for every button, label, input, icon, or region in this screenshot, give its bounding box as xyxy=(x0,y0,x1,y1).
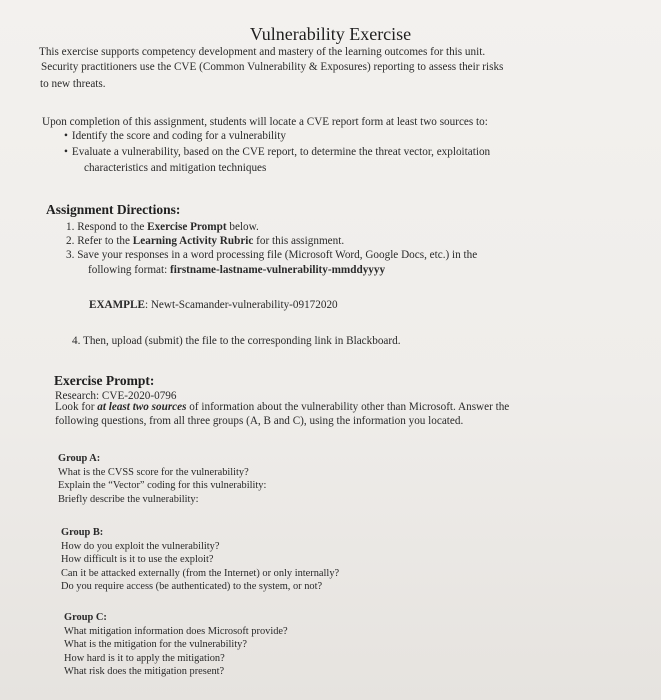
group-c-question-3: How hard is it to apply the mitigation? xyxy=(64,652,225,664)
direction-item-1 xyxy=(66,220,259,235)
prompt-line-1-post: of information about the vulnerability other than Microsoft. Answer the xyxy=(186,401,510,413)
directions-heading xyxy=(46,202,180,218)
direction-item-3-format xyxy=(88,263,385,278)
direction-item-4: 4. Then, upload (submit) the file to the corresponding link in Blackboard. xyxy=(72,335,401,347)
outcomes-lead: Upon completion of this assignment, students will locate a CVE report form at least two sources to: xyxy=(42,116,488,128)
prompt-line-2: following questions, from all three groups (A, B and C), using the information you located. xyxy=(55,415,464,427)
direction-item-2-post: for this assignment. xyxy=(253,235,345,247)
example-label: EXAMPLE xyxy=(89,299,145,311)
outcome-bullet-2: • Evaluate a vulnerability, based on the CVE report, to determine the threat vector, exploitation xyxy=(64,145,490,160)
group-c-question-4: What risk does the mitigation present? xyxy=(64,666,225,677)
prompt-line-1-emphasis: at least two sources xyxy=(97,401,187,413)
direction-item-3-format-pre: following format: xyxy=(88,264,171,276)
direction-item-2-bold: Learning Activity Rubric xyxy=(132,235,254,247)
group-c xyxy=(64,611,288,679)
group-b-question-4: Do you require access (be authenticated) to the system, or not? xyxy=(61,581,323,592)
group-a-question-1: What is the CVSS score for the vulnerability? xyxy=(58,466,249,478)
directions-heading-text: Assignment Directions: xyxy=(46,202,181,217)
outcome-bullet-1: • Identify the score and coding for a vulnerability xyxy=(64,129,286,144)
group-c-heading: Group C: xyxy=(64,612,107,623)
group-c-question-2: What is the mitigation for the vulnerability? xyxy=(64,639,247,650)
direction-item-2-pre: 2. Refer to the xyxy=(66,235,133,247)
group-b-question-2: How difficult is it to use the exploit? xyxy=(61,554,214,565)
group-b xyxy=(61,526,339,594)
intro-line-2: Security practitioners use the CVE (Common Vulnerability & Exposures) reporting to assess their risks xyxy=(41,61,504,73)
group-a-question-3: Briefly describe the vulnerability: xyxy=(58,493,199,505)
prompt-line-1 xyxy=(55,400,509,415)
example-filename xyxy=(89,298,338,313)
page-title: Vulnerability Exercise xyxy=(249,24,412,44)
group-b-question-3: Can it be attacked externally (from the Internet) or only internally? xyxy=(61,567,340,579)
prompt-research: Research: CVE-2020-0796 xyxy=(55,390,177,402)
intro-line-1: This exercise supports competency development and mastery of the learning outcomes for this unit. xyxy=(39,46,486,58)
outcome-bullet-2-cont: characteristics and mitigation techniques xyxy=(84,162,267,174)
intro-line-3: to new threats. xyxy=(40,78,106,90)
group-c-question-1: What mitigation information does Microsoft provide? xyxy=(64,625,288,637)
direction-item-3: 3. Save your responses in a word processing file (Microsoft Word, Google Docs, etc.) in the xyxy=(66,249,478,261)
filename-format: firstname-lastname-vulnerability-mmddyyyy xyxy=(170,264,386,276)
direction-item-1-pre: 1. Respond to the xyxy=(66,221,148,233)
group-a-question-2: Explain the “Vector” coding for this vulnerability: xyxy=(58,480,267,491)
direction-item-1-post: below. xyxy=(226,221,259,233)
group-a xyxy=(58,452,266,506)
direction-item-2 xyxy=(66,234,344,249)
prompt-line-1-pre: Look for xyxy=(55,401,98,413)
example-value: : Newt-Scamander-vulnerability-09172020 xyxy=(144,299,338,311)
prompt-heading: Exercise Prompt: xyxy=(54,373,155,388)
group-b-heading: Group B: xyxy=(61,527,104,538)
group-a-heading: Group A: xyxy=(58,453,101,464)
direction-item-1-bold: Exercise Prompt xyxy=(147,221,227,233)
group-b-question-1: How do you exploit the vulnerability? xyxy=(61,540,220,552)
